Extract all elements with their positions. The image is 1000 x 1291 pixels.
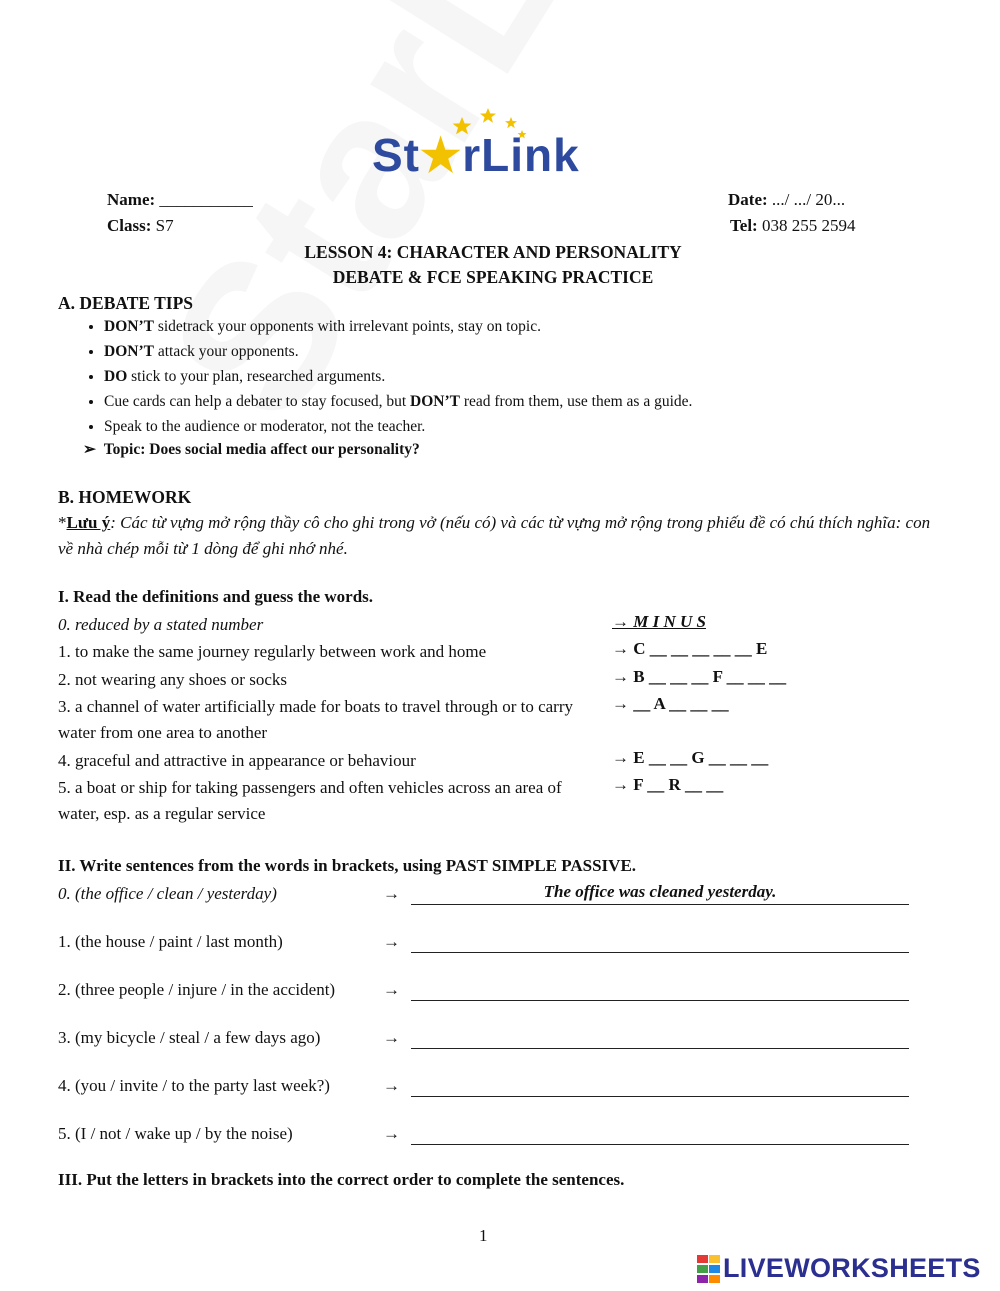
arrow-icon: → [383,1076,400,1095]
definition-item: 1. to make the same journey regularly between work and home [58,642,487,661]
debate-tips-list [80,316,692,441]
definition-item: 4. graceful and attractive in appearance or behaviour [58,751,416,770]
answer-item: → B __ __ __ F __ __ __ [612,667,787,686]
prompt-item: 3. (my bicycle / steal / a few days ago) [58,1028,321,1047]
definition-item: 2. not wearing any shoes or socks [58,670,287,689]
arrow-bullet-icon: ➢ [83,441,96,458]
arrow-icon: → [383,932,400,951]
starlink-logo [372,103,597,181]
lesson-subtitle: DEBATE & FCE SPEAKING PRACTICE [332,267,654,287]
section-b-heading: B. HOMEWORK [58,487,192,507]
section-a-heading: A. DEBATE TIPS [58,293,194,313]
answer-item: → C __ __ __ __ __ E [612,639,768,658]
tip-item: • Cue cards can help a debater to stay focused, but DON’T read from them, use them as a guide. [104,391,692,416]
arrow-icon: → [383,1124,400,1143]
part3-heading: III. Put the letters in brackets into the correct order to complete the sentences. [58,1170,625,1189]
definition-item: 3. a channel of water artificially made for boats to travel through or to carry water from one area to another [58,697,573,742]
arrow-icon: → [383,980,400,999]
date-field: Date: .../ .../ 20... [728,190,846,209]
arrow-icon: → [383,1028,400,1047]
answer-item: → __ A __ __ __ [612,694,729,713]
prompt-item: 0. (the office / clean / yesterday) [58,884,277,903]
part1-heading: I. Read the definitions and guess the words. [58,587,374,606]
tip-item: • Speak to the audience or moderator, not the teacher. [104,416,692,441]
answer-line [411,884,909,905]
definition-item: 5. a boat or ship for taking passengers and often vehicles across an area of water, esp. as a regular service [58,778,562,823]
answer-line[interactable] [411,1028,909,1049]
answer-line[interactable] [411,1076,909,1097]
lesson-title: LESSON 4: CHARACTER AND PERSONALITY [304,242,682,262]
part2-heading: II. Write sentences from the words in brackets, using PAST SIMPLE PASSIVE. [58,856,637,875]
tel-field: Tel: 038 255 2594 [730,216,856,235]
definition-item: 0. reduced by a stated number [58,615,264,634]
answer-line[interactable] [411,1124,909,1145]
tip-item: • DON’T sidetrack your opponents with irrelevant points, stay on topic. [104,316,692,341]
logo-text: St★rLink [372,129,580,181]
answer-line[interactable] [411,980,909,1001]
prompt-item: 5. (I / not / wake up / by the noise) [58,1124,293,1143]
sample-answer: The office was cleaned yesterday. [543,882,777,901]
answer-item: → E __ __ G __ __ __ [612,748,769,767]
tip-item: • DO stick to your plan, researched arguments. [104,366,692,391]
answer-item: → F __ R __ __ [612,775,724,794]
prompt-item: 2. (three people / injure / in the accident) [58,980,336,999]
arrow-icon: → [383,884,400,903]
name-blank: ___________ [159,190,253,209]
page-number: 1 [479,1226,488,1245]
liveworksheets-text: LIVEWORKSHEETS [723,1253,981,1283]
prompt-item: 1. (the house / paint / last month) [58,932,283,951]
answer-line[interactable] [411,932,909,953]
name-field: Name: ___________ [107,190,253,209]
class-field: Class: S7 [107,216,174,235]
tip-item: • DON’T attack your opponents. [104,341,692,366]
homework-note: *Lưu ý: Các từ vựng mở rộng thầy cô cho ghi trong vở (nếu có) và các từ vựng mở rộng trong phiếu đề có chú thích nghĩa: con về nhà chép mỗi từ 1 dòng để ghi nhớ nhé. [58,513,931,558]
answer-item: → M I N U S [612,612,706,631]
prompt-item: 4. (you / invite / to the party last week?) [58,1076,330,1095]
debate-topic: ➢ Topic: Does social media affect our personality? [83,441,420,458]
liveworksheets-logo-icon [697,1255,721,1283]
